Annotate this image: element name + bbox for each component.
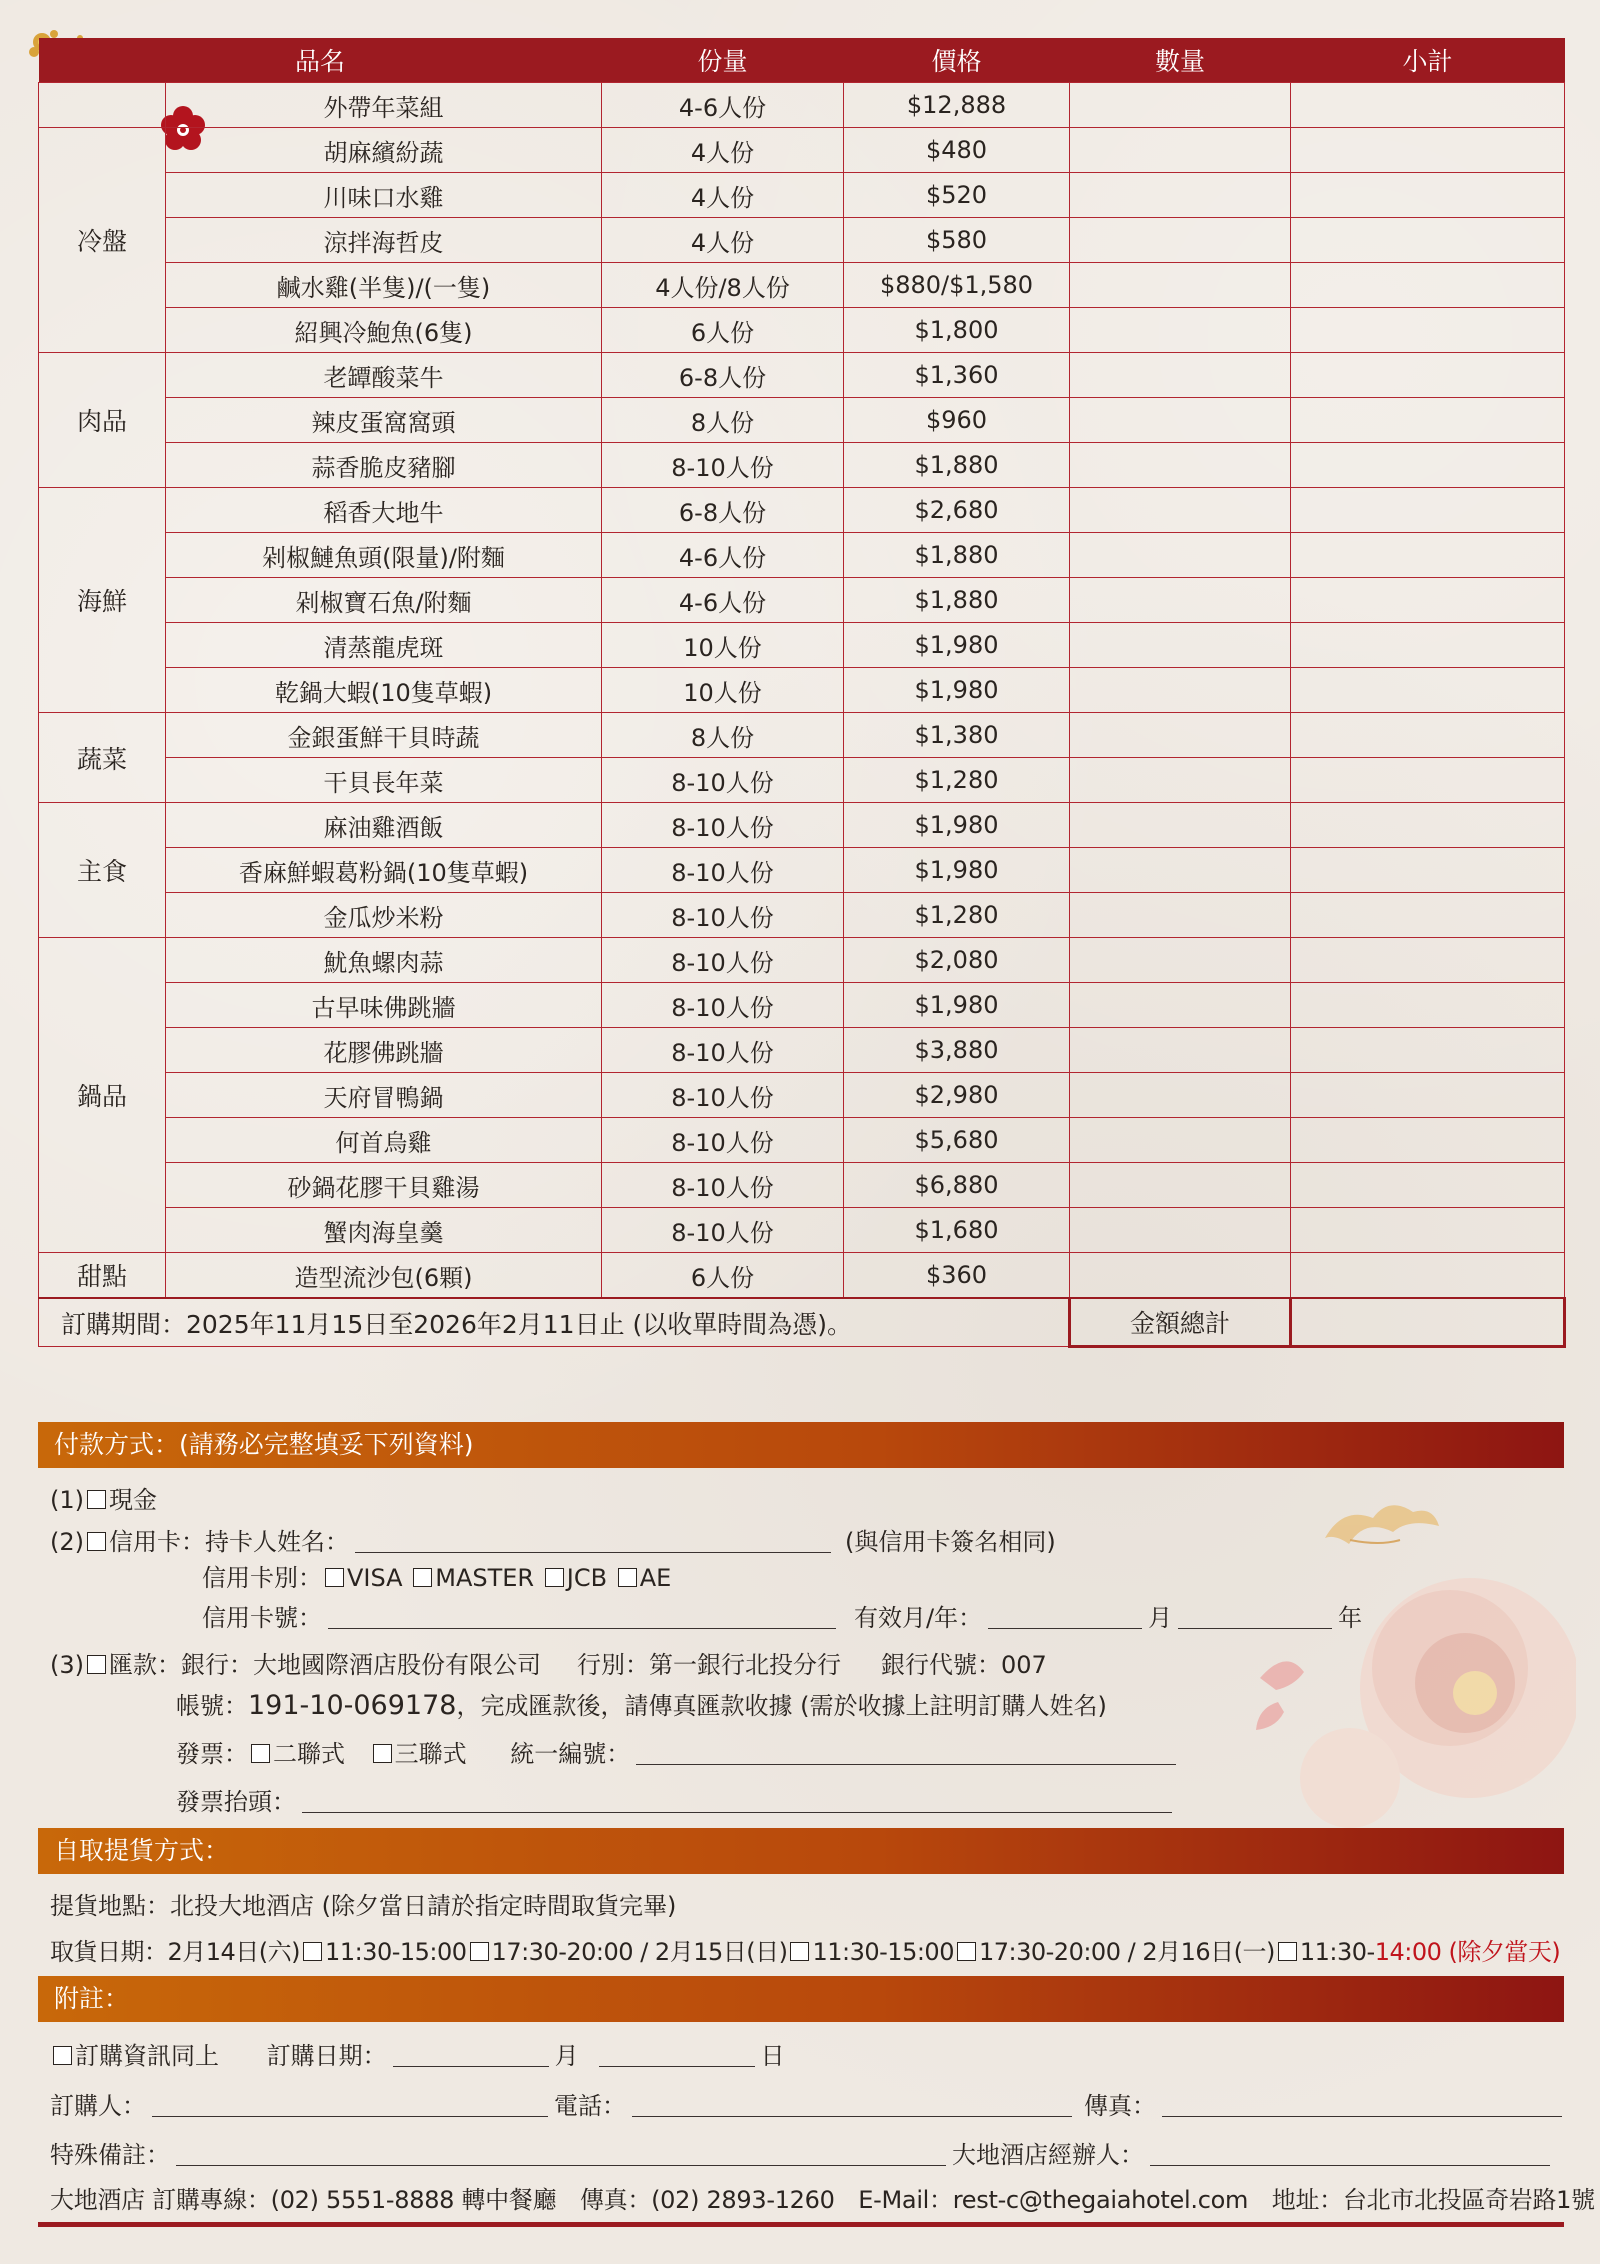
category-cell: 肉品 [39, 353, 166, 488]
order-day-field[interactable] [599, 2042, 755, 2067]
item-portion: 4-6人份 [602, 578, 844, 623]
quantity-field[interactable] [1070, 938, 1291, 983]
d3-slot1-checkbox[interactable] [1278, 1942, 1297, 1961]
card-checkbox[interactable] [87, 1532, 106, 1551]
account-row [176, 1686, 1107, 1721]
subtotal-field[interactable] [1291, 128, 1565, 173]
invoice-title-row [176, 1782, 1178, 1817]
table-row [39, 83, 1565, 128]
category-cell: 蔬菜 [39, 713, 166, 803]
remarks-label: 特殊備註： [50, 2141, 170, 2169]
item-name: 何首烏雞 [166, 1118, 602, 1163]
item-name: 干貝長年菜 [166, 758, 602, 803]
subtotal-field[interactable] [1291, 398, 1565, 443]
header-quantity: 數量 [1070, 38, 1291, 83]
table-row [39, 128, 1565, 173]
contact-info: 大地酒店 訂購專線：(02) 5551-8888 轉中餐廳 傳真：(02) 2893-1260 E-Mail：rest-c@thegaiahotel.com 地址：台北市北投區奇岩路1號 [50, 2186, 1595, 2214]
fax-field[interactable] [1162, 2092, 1562, 2117]
item-portion: 8-10人份 [602, 983, 844, 1028]
table-row [39, 1028, 1565, 1073]
item-price: $520 [844, 173, 1070, 218]
quantity-field[interactable] [1070, 803, 1291, 848]
order-day-label: 日 [760, 2042, 785, 2070]
jcb-checkbox[interactable] [545, 1568, 564, 1587]
item-price: $1,980 [844, 623, 1070, 668]
pickup-date-3: 2月16日(一) [1142, 1938, 1275, 1966]
account-note: ，完成匯款後，請傳真匯款收據 (需於收據上註明訂購人姓名) [456, 1692, 1107, 1720]
quantity-field[interactable] [1070, 83, 1291, 128]
phone-field[interactable] [632, 2092, 1072, 2117]
card-type-row [202, 1558, 671, 1593]
table-row [39, 443, 1565, 488]
table-row [39, 1163, 1565, 1208]
transfer-option [50, 1645, 1047, 1680]
pickup-section-bar: 自取提貨方式： [38, 1828, 1564, 1874]
table-row [39, 848, 1565, 893]
quantity-field[interactable] [1070, 1208, 1291, 1253]
visa-checkbox[interactable] [325, 1568, 344, 1587]
tax-id-label: 統一編號： [510, 1740, 631, 1768]
item-price: $3,880 [844, 1028, 1070, 1073]
item-portion: 4-6人份 [602, 83, 844, 128]
quantity-field[interactable] [1070, 668, 1291, 713]
item-price: $2,980 [844, 1073, 1070, 1118]
subtotal-field[interactable] [1291, 623, 1565, 668]
item-portion: 8-10人份 [602, 848, 844, 893]
item-portion: 4人份 [602, 128, 844, 173]
table-row [39, 803, 1565, 848]
subtotal-field[interactable] [1291, 488, 1565, 533]
item-name: 鹹水雞(半隻)/(一隻) [166, 263, 602, 308]
d1-slot1-label: 11:30-15:00 [325, 1938, 467, 1966]
table-row [39, 668, 1565, 713]
table-row [39, 263, 1565, 308]
same-info-checkbox[interactable] [53, 2046, 72, 2065]
item-portion: 8-10人份 [602, 938, 844, 983]
subtotal-field[interactable] [1291, 1253, 1565, 1299]
quantity-field[interactable] [1070, 488, 1291, 533]
item-portion: 8-10人份 [602, 1163, 844, 1208]
ae-label: AE [639, 1564, 672, 1592]
item-price: $1,980 [844, 848, 1070, 893]
category-cell: 主食 [39, 803, 166, 938]
bank-name: 銀行：大地國際酒店股份有限公司 [181, 1651, 541, 1679]
category-cell: 冷盤 [39, 128, 166, 353]
item-portion: 8人份 [602, 398, 844, 443]
order-period: 訂購期間：2025年11月15日至2026年2月11日止 (以收單時間為憑)。 [39, 1298, 1070, 1347]
invoice-2-label: 二聯式 [273, 1740, 345, 1768]
card-prefix: (2) [50, 1528, 84, 1556]
master-checkbox[interactable] [413, 1568, 432, 1587]
item-name: 紹興冷鮑魚(6隻) [166, 308, 602, 353]
item-name: 清蒸龍虎斑 [166, 623, 602, 668]
cardholder-field[interactable] [355, 1528, 831, 1553]
quantity-field[interactable] [1070, 623, 1291, 668]
item-portion: 10人份 [602, 668, 844, 713]
cash-prefix: (1) [50, 1486, 84, 1514]
transfer-checkbox[interactable] [87, 1655, 106, 1674]
item-portion: 10人份 [602, 623, 844, 668]
phone-label: 電話： [554, 2092, 626, 2120]
header-name: 品名 [39, 38, 602, 83]
invoice-2-checkbox[interactable] [251, 1744, 270, 1763]
payment-section-bar: 付款方式：(請務必完整填妥下列資料) [38, 1422, 1564, 1468]
card-type-label: 信用卡別： [202, 1564, 322, 1592]
expiry-month-field[interactable] [988, 1604, 1142, 1629]
d2-slot1-label: 11:30-15:00 [812, 1938, 954, 1966]
item-portion: 8-10人份 [602, 443, 844, 488]
item-portion: 8-10人份 [602, 1028, 844, 1073]
table-row [39, 1208, 1565, 1253]
item-portion: 8-10人份 [602, 803, 844, 848]
item-price: $1,880 [844, 578, 1070, 623]
item-price: $1,280 [844, 758, 1070, 803]
item-portion: 6-8人份 [602, 488, 844, 533]
quantity-field[interactable] [1070, 308, 1291, 353]
cash-option [50, 1480, 157, 1515]
visa-label: VISA [347, 1564, 403, 1592]
header-subtotal: 小計 [1291, 38, 1565, 83]
item-name: 辣皮蛋窩窩頭 [166, 398, 602, 443]
cash-label: 現金 [109, 1486, 157, 1514]
item-name: 天府冒鴨鍋 [166, 1073, 602, 1118]
item-name: 涼拌海哲皮 [166, 218, 602, 263]
transfer-prefix: (3) [50, 1651, 84, 1679]
subtotal-field[interactable] [1291, 353, 1565, 398]
item-price: $1,280 [844, 893, 1070, 938]
category-cell [39, 83, 166, 128]
order-date-label: 訂購日期： [266, 2042, 387, 2070]
table-row [39, 488, 1565, 533]
subtotal-field[interactable] [1291, 848, 1565, 893]
d2-slot2-label: 17:30-20:00 [978, 1938, 1121, 1966]
item-name: 花膠佛跳牆 [166, 1028, 602, 1073]
table-row [39, 713, 1565, 758]
menu-body [39, 83, 1565, 1299]
quantity-field[interactable] [1070, 848, 1291, 893]
card-option [50, 1522, 1056, 1557]
subtotal-field[interactable] [1291, 1208, 1565, 1253]
cash-checkbox[interactable] [87, 1490, 106, 1509]
d2-slot1-checkbox[interactable] [790, 1942, 809, 1961]
subtotal-field[interactable] [1291, 308, 1565, 353]
remarks-field[interactable] [176, 2141, 946, 2166]
category-cell: 海鮮 [39, 488, 166, 713]
cardholder-label: 持卡人姓名： [205, 1528, 349, 1556]
table-row [39, 578, 1565, 623]
account-label: 帳號： [176, 1692, 248, 1720]
item-portion: 8-10人份 [602, 758, 844, 803]
card-label: 信用卡： [109, 1528, 205, 1556]
subtotal-field[interactable] [1291, 173, 1565, 218]
pickup-date-2: 2月15日(日) [654, 1938, 788, 1966]
table-row [39, 893, 1565, 938]
d3-slot-end: 14:00 (除夕當天) [1374, 1938, 1561, 1966]
d2-slot2-checkbox[interactable] [957, 1942, 976, 1961]
item-name: 麻油雞酒飯 [166, 803, 602, 848]
item-price: $2,080 [844, 938, 1070, 983]
item-portion: 6-8人份 [602, 353, 844, 398]
item-price: $5,680 [844, 1118, 1070, 1163]
separator-1: / [640, 1938, 648, 1966]
expiry-month-label: 月 [1148, 1604, 1173, 1632]
quantity-field[interactable] [1070, 218, 1291, 263]
quantity-field[interactable] [1070, 1028, 1291, 1073]
item-name: 川味口水雞 [166, 173, 602, 218]
subtotal-field[interactable] [1291, 1118, 1565, 1163]
item-name: 魷魚螺肉蒜 [166, 938, 602, 983]
table-row [39, 218, 1565, 263]
item-portion: 8人份 [602, 713, 844, 758]
d1-slot1-checkbox[interactable] [303, 1942, 322, 1961]
table-row [39, 398, 1565, 443]
account-number: 191-10-069178 [248, 1690, 457, 1721]
item-portion: 4人份 [602, 173, 844, 218]
header-price: 價格 [844, 38, 1070, 83]
fax-label: 傳真： [1084, 2092, 1156, 2120]
item-portion: 6人份 [602, 308, 844, 353]
invoice-3-checkbox[interactable] [373, 1744, 392, 1763]
table-header-row [39, 38, 1565, 83]
category-cell: 甜點 [39, 1253, 166, 1299]
order-month-label: 月 [554, 2042, 579, 2070]
subtotal-field[interactable] [1291, 803, 1565, 848]
d1-slot2-label: 17:30-20:00 [491, 1938, 634, 1966]
item-price: $2,680 [844, 488, 1070, 533]
d3-slot-start: 11:30- [1299, 1938, 1375, 1966]
item-name: 胡麻繽紛蔬 [166, 128, 602, 173]
quantity-field[interactable] [1070, 983, 1291, 1028]
table-row [39, 533, 1565, 578]
card-number-field[interactable] [328, 1604, 836, 1629]
quantity-field[interactable] [1070, 398, 1291, 443]
item-name: 剁椒鰱魚頭(限量)/附麵 [166, 533, 602, 578]
remarks-row [50, 2135, 1556, 2170]
item-name: 造型流沙包(6顆) [166, 1253, 602, 1299]
table-row [39, 1073, 1565, 1118]
subtotal-field[interactable] [1291, 443, 1565, 488]
table-row [39, 758, 1565, 803]
subtotal-field[interactable] [1291, 668, 1565, 713]
pickup-location: 提貨地點：北投大地酒店 (除夕當日請於指定時間取貨完畢) [50, 1892, 677, 1920]
table-row [39, 173, 1565, 218]
item-name: 稻香大地牛 [166, 488, 602, 533]
transfer-label: 匯款： [109, 1651, 181, 1679]
item-price: $1,880 [844, 533, 1070, 578]
card-number-label: 信用卡號： [202, 1604, 322, 1632]
order-date-row [50, 2036, 785, 2071]
subtotal-field[interactable] [1291, 758, 1565, 803]
item-portion: 4人份 [602, 218, 844, 263]
item-name: 蟹肉海皇羹 [166, 1208, 602, 1253]
item-price: $360 [844, 1253, 1070, 1299]
quantity-field[interactable] [1070, 1253, 1291, 1299]
item-price: $580 [844, 218, 1070, 263]
item-portion: 8-10人份 [602, 1118, 844, 1163]
bank-branch: 行別：第一銀行北投分行 [577, 1651, 841, 1679]
invoice-row [176, 1734, 1182, 1769]
tax-id-field[interactable] [636, 1740, 1176, 1765]
item-price: $1,360 [844, 353, 1070, 398]
quantity-field[interactable] [1070, 443, 1291, 488]
ae-checkbox[interactable] [618, 1568, 637, 1587]
pickup-dates-row [50, 1932, 1560, 1967]
item-name: 金銀蛋鮮干貝時蔬 [166, 713, 602, 758]
subtotal-field[interactable] [1291, 1073, 1565, 1118]
master-label: MASTER [435, 1564, 535, 1592]
item-name: 古早味佛跳牆 [166, 983, 602, 1028]
subtotal-field[interactable] [1291, 218, 1565, 263]
item-name: 老罈酸菜牛 [166, 353, 602, 398]
order-month-field[interactable] [393, 2042, 549, 2067]
item-price: $880/$1,580 [844, 263, 1070, 308]
item-price: $1,880 [844, 443, 1070, 488]
orderer-label: 訂購人： [50, 2092, 146, 2120]
table-row [39, 1118, 1565, 1163]
quantity-field[interactable] [1070, 173, 1291, 218]
pickup-date-label: 取貨日期： [50, 1938, 168, 1966]
item-name: 乾鍋大蝦(10隻草蝦) [166, 668, 602, 713]
d1-slot2-checkbox[interactable] [470, 1942, 489, 1961]
bank-code: 銀行代號：007 [881, 1651, 1047, 1679]
subtotal-field[interactable] [1291, 263, 1565, 308]
footer-row [39, 1298, 1565, 1347]
quantity-field[interactable] [1070, 128, 1291, 173]
item-portion: 4人份/8人份 [602, 263, 844, 308]
subtotal-field[interactable] [1291, 713, 1565, 758]
jcb-label: JCB [566, 1564, 608, 1592]
quantity-field[interactable] [1070, 578, 1291, 623]
total-field[interactable] [1291, 1298, 1565, 1347]
table-row [39, 983, 1565, 1028]
quantity-field[interactable] [1070, 1073, 1291, 1118]
menu-table [38, 38, 1566, 1348]
card-number-row [202, 1598, 1362, 1633]
table-row [39, 1253, 1565, 1299]
cardholder-note: (與信用卡簽名相同) [845, 1528, 1056, 1556]
item-portion: 4-6人份 [602, 533, 844, 578]
quantity-field[interactable] [1070, 1163, 1291, 1208]
item-price: $480 [844, 128, 1070, 173]
subtotal-field[interactable] [1291, 1028, 1565, 1073]
item-name: 金瓜炒米粉 [166, 893, 602, 938]
item-portion: 6人份 [602, 1253, 844, 1299]
bottom-rule [38, 2222, 1564, 2227]
quantity-field[interactable] [1070, 533, 1291, 578]
item-price: $12,888 [844, 83, 1070, 128]
item-price: $1,680 [844, 1208, 1070, 1253]
subtotal-field[interactable] [1291, 533, 1565, 578]
expiry-year-label: 年 [1338, 1604, 1363, 1632]
quantity-field[interactable] [1070, 758, 1291, 803]
quantity-field[interactable] [1070, 1118, 1291, 1163]
separator-2: / [1127, 1938, 1136, 1966]
table-row [39, 938, 1565, 983]
item-price: $1,980 [844, 668, 1070, 713]
invoice-title-label: 發票抬頭： [176, 1788, 296, 1816]
item-portion: 8-10人份 [602, 1208, 844, 1253]
subtotal-field[interactable] [1291, 893, 1565, 938]
orderer-field[interactable] [152, 2092, 548, 2117]
item-portion: 8-10人份 [602, 893, 844, 938]
item-price: $1,380 [844, 713, 1070, 758]
header-portion: 份量 [602, 38, 844, 83]
quantity-field[interactable] [1070, 263, 1291, 308]
invoice-title-field[interactable] [302, 1788, 1172, 1813]
handler-field[interactable] [1150, 2141, 1550, 2166]
subtotal-field[interactable] [1291, 578, 1565, 623]
subtotal-field[interactable] [1291, 938, 1565, 983]
handler-label: 大地酒店經辦人： [952, 2141, 1144, 2169]
item-name: 外帶年菜組 [166, 83, 602, 128]
table-row [39, 623, 1565, 668]
table-row [39, 353, 1565, 398]
peony-flower-icon [1220, 1478, 1576, 1834]
item-price: $960 [844, 398, 1070, 443]
pickup-date-1: 2月14日(六) [167, 1938, 301, 1966]
item-price: $1,980 [844, 983, 1070, 1028]
subtotal-field[interactable] [1291, 83, 1565, 128]
invoice-3-label: 三聯式 [394, 1740, 467, 1768]
subtotal-field[interactable] [1291, 1163, 1565, 1208]
orderer-row [50, 2086, 1568, 2121]
expiry-label: 有效月/年： [854, 1604, 983, 1632]
item-portion: 8-10人份 [602, 1073, 844, 1118]
item-name: 香麻鮮蝦葛粉鍋(10隻草蝦) [166, 848, 602, 893]
item-name: 剁椒寶石魚/附麵 [166, 578, 602, 623]
table-row [39, 308, 1565, 353]
total-label: 金額總計 [1070, 1298, 1291, 1347]
item-price: $1,800 [844, 308, 1070, 353]
subtotal-field[interactable] [1291, 983, 1565, 1028]
item-price: $6,880 [844, 1163, 1070, 1208]
item-price: $1,980 [844, 803, 1070, 848]
quantity-field[interactable] [1070, 713, 1291, 758]
item-name: 蒜香脆皮豬腳 [166, 443, 602, 488]
category-cell: 鍋品 [39, 938, 166, 1253]
invoice-label: 發票： [176, 1740, 248, 1768]
notes-section-bar: 附註： [38, 1976, 1564, 2022]
same-info-label: 訂購資訊同上 [75, 2042, 219, 2070]
quantity-field[interactable] [1070, 353, 1291, 398]
quantity-field[interactable] [1070, 893, 1291, 938]
item-name: 砂鍋花膠干貝雞湯 [166, 1163, 602, 1208]
